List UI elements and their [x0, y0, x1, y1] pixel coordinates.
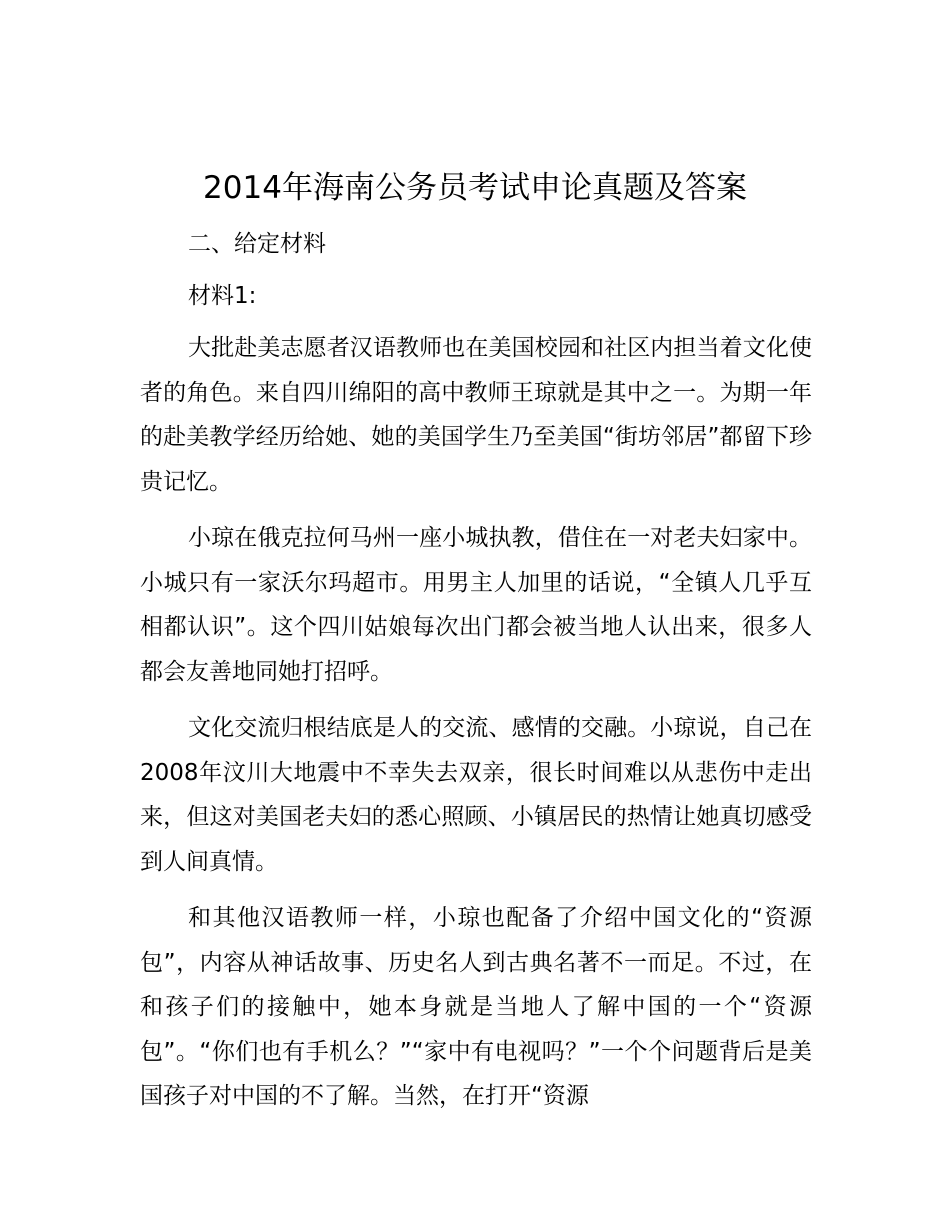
paragraph-3: 文化交流归根结底是人的交流、感情的交融。小琼说，自己在2008年汶川大地震中不幸失去双亲，很长时间难以从悲伤中走出来，但这对美国老夫妇的悉心照顾、小镇居民的热情让她真切感受到人间真情。 [140, 715, 812, 875]
paragraph-2: 小琼在俄克拉何马州一座小城执教，借住在一对老夫妇家中。小城只有一家沃尔玛超市。用男主人加里的话说，“全镇人几乎互相都认识”。这个四川姑娘每次出门都会被当地人认出来，很多人都会友善地同她打招呼。 [140, 525, 812, 685]
document-body [140, 222, 812, 1131]
paragraph-4: 和其他汉语教师一样，小琼也配备了介绍中国文化的“资源包”，内容从神话故事、历史名人到古典名著不一而足。不过，在和孩子们的接触中，她本身就是当地人了解中国的一个“资源包”。“你们也有手机么？”“家中有电视吗？”一个个问题背后是美国孩子对中国的不了解。当然，在打开“资源 [140, 905, 812, 1109]
material-label: 材料1: [188, 283, 257, 309]
paragraph-1: 大批赴美志愿者汉语教师也在美国校园和社区内担当着文化使者的角色。来自四川绵阳的高中教师王琼就是其中之一。为期一年的赴美教学经历给她、她的美国学生乃至美国“街坊邻居”都留下珍贵记忆。 [140, 335, 812, 495]
section-heading: 二、给定材料 [188, 231, 326, 257]
document-title: 2014年海南公务员考试申论真题及答案 [203, 170, 747, 206]
